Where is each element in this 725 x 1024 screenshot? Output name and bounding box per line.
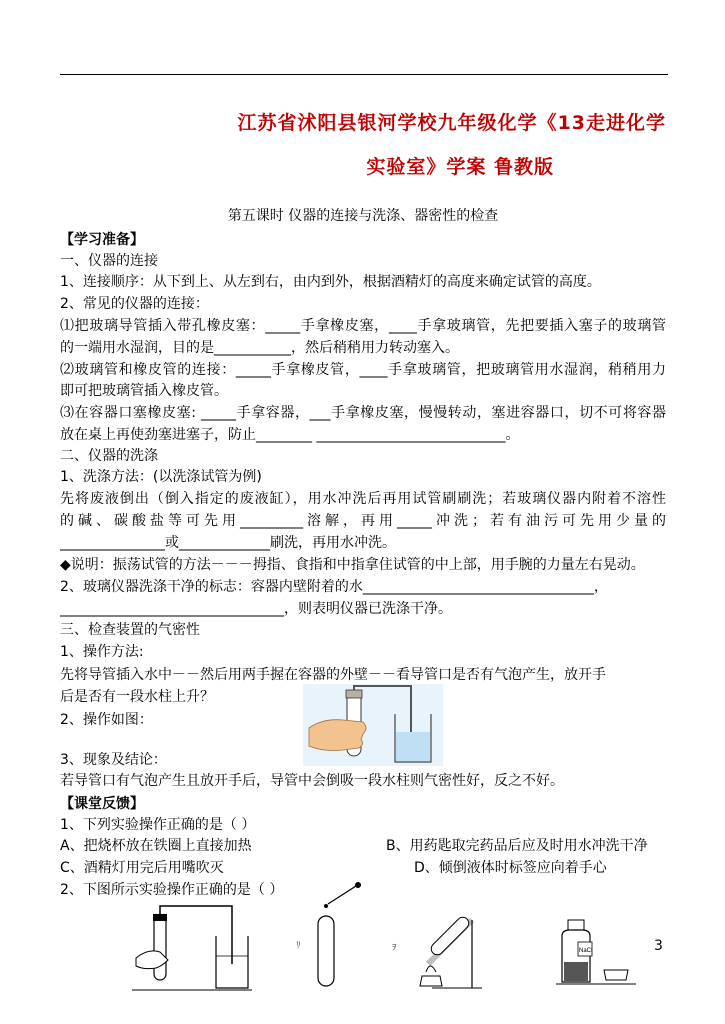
text-item1-line2: 的一端用水湿润，目的是___________，然后稍稍用力转动塞入。	[60, 340, 459, 356]
figure-mark: ﾘ	[296, 941, 301, 951]
option-b: B、用药匙取完药品后应及时用水冲洗干净	[386, 838, 648, 854]
heading-instrument-washing: 二、仪器的洗涤	[60, 448, 158, 464]
page-number: 3	[654, 938, 663, 954]
document-title-line1: 江苏省沭阳县银河学校九年级化学《13走进化学	[237, 112, 666, 134]
text-item2-line2: 即可把玻璃管插入橡皮管。	[60, 383, 228, 399]
text-washing-para3: _______________或_____________刷洗，再用水冲洗。	[60, 535, 396, 551]
text-conclusion: 若导管口有气泡产生且放开手后，导管中会倒吸一段水柱则气密性好，反之不好。	[60, 773, 564, 789]
header-rule	[60, 74, 668, 75]
heading-airtightness: 三、检查装置的气密性	[60, 622, 200, 638]
document-title-line2: 实验室》学案 鲁教版	[366, 156, 554, 178]
figure-dropper-test-tube	[310, 880, 370, 990]
question-1: 1、下列实验操作正确的是（ ）	[60, 817, 256, 833]
text-washing-para1: 先将废液倒出（倒入指定的废液缸），用水冲洗后再用试管刷刷洗；若玻璃仪器内附着不溶性	[60, 491, 666, 507]
lesson-title: 第五课时 仪器的连接与洗涤、器密性的检查	[227, 208, 499, 224]
section-heading-preparation: 【学习准备】	[60, 232, 144, 248]
text-operation-method: 1、操作方法:	[60, 644, 144, 660]
option-d: D、倾倒液体时标签应向着手心	[414, 860, 607, 876]
heading-instrument-connection: 一、仪器的连接	[60, 253, 158, 269]
text-item2-line1: ⑵玻璃管和橡皮管的连接：_____手拿橡皮管，____手拿玻璃管，把玻璃管用水湿润，稍稍用力	[60, 362, 666, 378]
text-operation-figure: 2、操作如图：	[60, 712, 153, 728]
text-shaking-note: ◆说明：振荡试管的方法－－－拇指、食指和中指拿住试管的中上部，用手腕的力量左右晃动。	[60, 557, 645, 573]
section-heading-feedback: 【课堂反馈】	[60, 796, 144, 812]
text-common-connections: 2、常见的仪器的连接：	[60, 296, 209, 312]
figure-airtightness-apparatus	[132, 902, 252, 992]
text-washing-para2: 的碱、碳酸盐等可先用_________溶解，再用_____冲洗；若有油污可先用少量的	[60, 513, 666, 529]
figure-heating-test-tube	[412, 900, 502, 992]
text-connection-order: 1、连接顺序：从下到上、从左到右，由内到外，根据酒精灯的高度来确定试管的高度。	[60, 274, 601, 290]
text-clean-sign-line1: 2、玻璃仪器洗涤干净的标志：容器内壁附着的水_________________________________，	[60, 579, 608, 595]
figure-reagent-bottle	[556, 918, 636, 988]
text-item1-line1: ⑴把玻璃导管插入带孔橡皮塞：_____手拿橡皮塞，____手拿玻璃管，先把要插入塞子的玻璃管	[60, 318, 666, 334]
text-item3-line2: 放在桌上再使劲塞进塞子，防止________ ___________________________。	[60, 427, 520, 443]
text-clean-sign-line2: ________________________________，则表明仪器已洗涤干净。	[60, 601, 452, 617]
option-a: A、把烧杯放在铁圈上直接加热	[60, 838, 252, 854]
question-1-options-cd	[60, 858, 666, 878]
figure-mark: ｦ	[392, 943, 397, 953]
text-washing-method: 1、洗涤方法：(以洗涤试管为例)	[60, 469, 262, 485]
text-operation-para1: 先将导管插入水中－－然后用两手握在容器的外壁－－看导管口是否有气泡产生，放开手	[60, 667, 606, 683]
text-phenomenon: 3、现象及结论：	[60, 752, 167, 768]
question-2: 2、下图所示实验操作正确的是（ ）	[60, 882, 284, 898]
text-operation-para2: 后是否有一段水柱上升？	[60, 689, 214, 705]
question-1-options-ab	[60, 836, 666, 856]
text-item3-line1: ⑶在容器口塞橡皮塞: _____手拿容器，___手拿橡皮塞，慢慢转动，塞进容器口，切不可将容器	[60, 405, 666, 421]
option-c: C、酒精灯用完后用嘴吹灭	[60, 860, 224, 876]
bottle-label: NaCl	[579, 948, 593, 954]
